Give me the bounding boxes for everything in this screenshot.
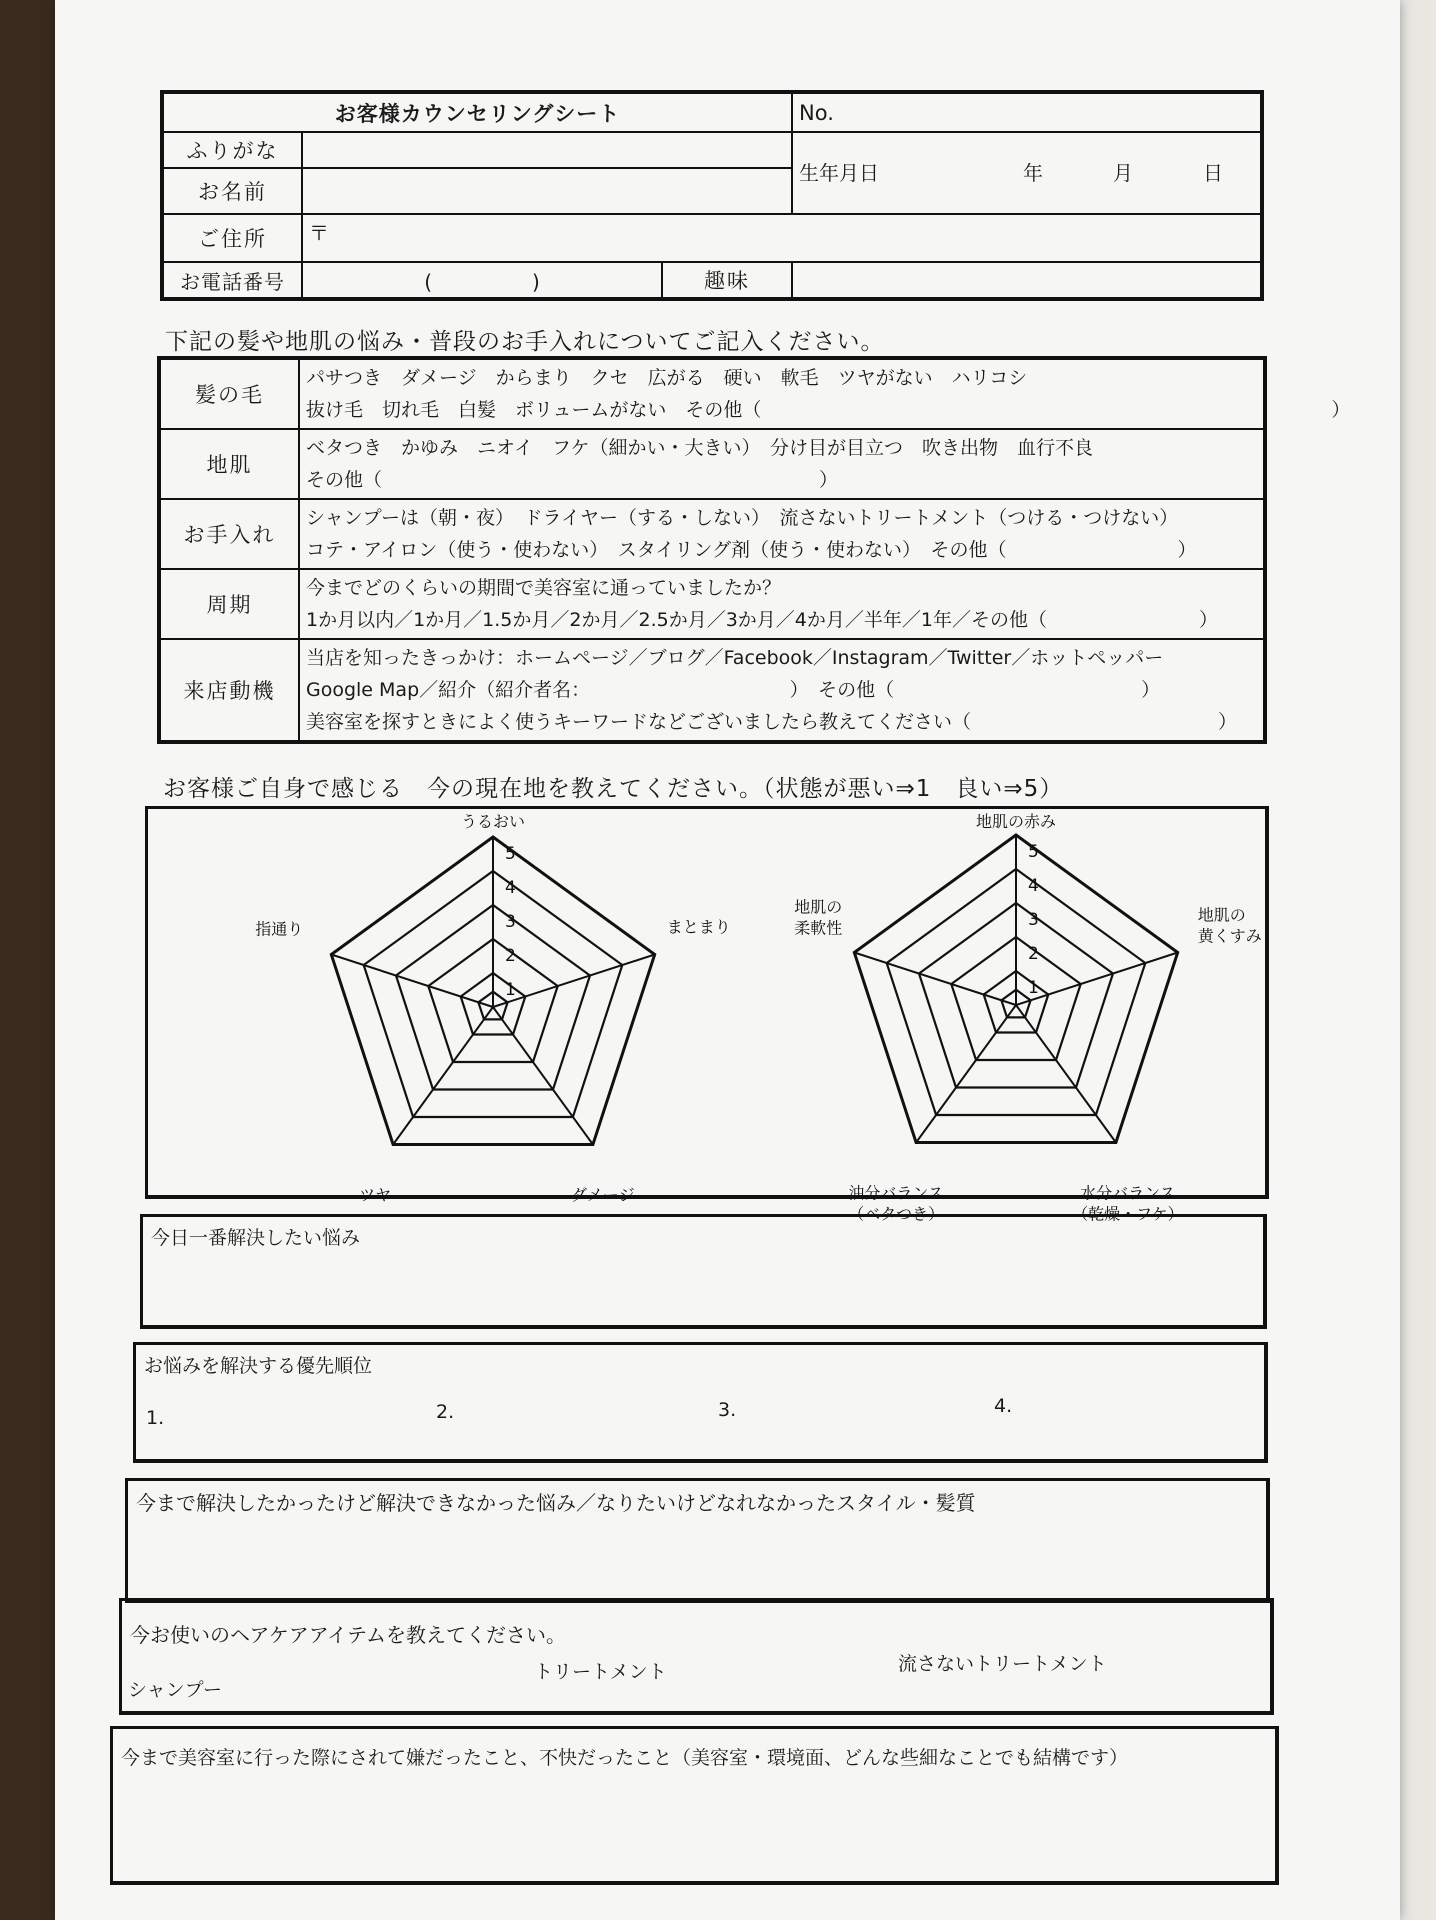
radar-box xyxy=(145,806,1269,1224)
scalp-radar-scale-label: 5 xyxy=(1028,842,1039,862)
radar-heading: お客様ご自身で感じる 今の現在地を教えてください。（状態が悪い⇒1 良い⇒5） xyxy=(163,776,1064,802)
priority-box[interactable] xyxy=(133,1342,1268,1463)
shampoo-label: シャンプー xyxy=(128,1679,223,1701)
scalp-radar-scale-label: 2 xyxy=(1028,944,1039,964)
concern-label-scalp: 地肌 xyxy=(159,429,299,499)
concern-label-care: お手入れ xyxy=(159,499,299,569)
concern-line: コテ・アイロン（使う・使わない） スタイリング剤（使う・使わない） その他（ ） xyxy=(306,539,1197,561)
scalp-radar-axis-label: （乾燥・フケ） xyxy=(1072,1204,1184,1224)
priority-item-3: 3. xyxy=(718,1399,737,1421)
hobby-field[interactable] xyxy=(792,262,1262,299)
concern-line: 1か月以内／1か月／1.5か月／2か月／2.5か月／3か月／4か月／半年／1年／その他（ ） xyxy=(306,609,1218,631)
no-label: No. xyxy=(799,100,834,125)
scalp-radar-axis-label: 地肌の赤み xyxy=(975,812,1057,831)
haircare-items-box[interactable] xyxy=(119,1598,1274,1715)
today-concern-title: 今日一番解決したい悩み xyxy=(151,1227,361,1249)
radar-charts[interactable] xyxy=(148,809,1265,1224)
concern-options-cycle[interactable] xyxy=(299,569,1265,639)
scalp-radar-axis-label: （ベタつき） xyxy=(848,1204,945,1224)
hair-radar-scale-label: 1 xyxy=(505,980,516,1000)
counseling-sheet xyxy=(55,0,1400,1920)
phone-field[interactable] xyxy=(302,262,662,299)
scalp-radar-axis-label: 黄くすみ xyxy=(1197,926,1262,946)
address-label: ご住所 xyxy=(162,214,302,262)
unpleasant-title: 今まで美容室に行った際にされて嫌だったこと、不快だったこと（美容室・環境面、どんな些細なことでも結構です） xyxy=(121,1747,1129,1769)
concern-options-motive[interactable] xyxy=(299,639,1265,742)
priority-item-1: 1. xyxy=(146,1407,165,1429)
customer-info-table xyxy=(160,90,1260,301)
hair-radar-axis-label: まとまり xyxy=(666,917,731,937)
scalp-radar-spoke xyxy=(1016,1005,1116,1143)
concern-line: 美容室を探すときによく使うキーワードなどございましたら教えてください（ ） xyxy=(306,711,1238,733)
concern-line: 今までどのくらいの期間で美容室に通っていましたか？ xyxy=(306,577,782,599)
unsolved-title: 今まで解決したかったけど解決できなかった悩み／なりたいけどなれなかったスタイル・髪質 xyxy=(136,1491,976,1515)
concern-line: パサつき ダメージ からまり クセ 広がる 硬い 軟毛 ツヤがない ハリコシ xyxy=(306,367,1028,389)
scalp-radar-axis-label: 柔軟性 xyxy=(794,918,843,938)
concern-line: その他（ ） xyxy=(306,469,839,491)
no-field[interactable] xyxy=(792,92,1262,132)
scalp-radar-spoke xyxy=(1016,953,1178,1006)
hair-radar-axis-label: うるおい xyxy=(460,812,526,831)
birthdate-label: 生年月日 xyxy=(799,161,880,185)
concerns-table xyxy=(157,356,1351,744)
concern-line: シャンプーは（朝・夜） ドライヤー（する・しない） 流さないトリートメント（つける・つけない） xyxy=(306,507,1179,529)
hair-radar-axis-label: ツヤ xyxy=(359,1185,392,1205)
scalp-radar-spoke xyxy=(916,1005,1016,1143)
concern-options-hair[interactable] xyxy=(299,358,1351,429)
priority-title: お悩みを解決する優先順位 xyxy=(144,1355,373,1377)
concern-label-cycle: 周期 xyxy=(159,569,299,639)
scalp-radar-axis-label: 地肌の xyxy=(1197,905,1246,925)
scalp-radar-spoke xyxy=(854,953,1016,1006)
concern-label-hair: 髪の毛 xyxy=(159,358,299,429)
birthdate-field[interactable] xyxy=(792,132,1262,214)
hair-radar-axis-label: ダメージ xyxy=(571,1185,635,1205)
today-concern-box[interactable] xyxy=(140,1214,1267,1329)
scalp-radar-scale-label: 3 xyxy=(1028,910,1039,930)
concern-line: Google Map／紹介（紹介者名： ） その他（ ） xyxy=(306,679,1161,701)
hair-radar-spoke xyxy=(493,1007,593,1145)
hair-radar-scale-label: 3 xyxy=(505,912,516,932)
concern-line: 当店を知ったきっかけ：ホームページ／ブログ／Facebook／Instagram／Twitter／ホットペッパー xyxy=(306,647,1164,669)
birth-month-label: 月 xyxy=(1113,161,1134,185)
postal-mark: 〒 xyxy=(309,221,329,245)
concern-label-motive: 来店動機 xyxy=(159,639,299,742)
haircare-items-title: 今お使いのヘアケアアイテムを教えてください。 xyxy=(130,1623,566,1647)
birth-day-label: 日 xyxy=(1203,161,1224,185)
unsolved-box[interactable] xyxy=(125,1478,1270,1603)
concern-line: 抜け毛 切れ毛 白髪 ボリュームがない その他（ ） xyxy=(306,399,1351,421)
phone-label: お電話番号 xyxy=(162,262,302,299)
scalp-radar-axis-label: 油分バランス xyxy=(848,1183,944,1203)
priority-item-4: 4. xyxy=(994,1395,1013,1417)
furigana-label: ふりがな xyxy=(162,132,302,168)
scalp-radar-axis-label: 地肌の xyxy=(794,897,843,917)
name-field[interactable] xyxy=(302,168,792,214)
unpleasant-box[interactable] xyxy=(110,1726,1279,1885)
hair-radar-axis-label: 指通り xyxy=(255,919,304,939)
concern-options-care[interactable] xyxy=(299,499,1265,569)
concern-line: ベタつき かゆみ ニオイ フケ（細かい・大きい） 分け目が目立つ 吹き出物 血行不良 xyxy=(306,437,1093,459)
hair-radar-spoke xyxy=(393,1007,493,1145)
leave-in-treatment-label: 流さないトリートメント xyxy=(898,1653,1107,1675)
furigana-field[interactable] xyxy=(302,132,792,168)
name-label: お名前 xyxy=(162,168,302,214)
hair-radar-spoke xyxy=(331,955,493,1008)
hair-radar-scale-label: 4 xyxy=(505,878,516,898)
hair-radar-spoke xyxy=(493,955,655,1008)
hobby-label: 趣味 xyxy=(662,262,792,299)
scalp-radar-scale-label: 1 xyxy=(1028,978,1039,998)
hair-radar-scale-label: 5 xyxy=(505,844,516,864)
scalp-radar-scale-label: 4 xyxy=(1028,876,1039,896)
address-field[interactable] xyxy=(302,214,1262,262)
concerns-heading: 下記の髪や地肌の悩み・普段のお手入れについてご記入ください。 xyxy=(165,329,885,355)
concern-options-scalp[interactable] xyxy=(299,429,1265,499)
treatment-label: トリートメント xyxy=(534,1661,667,1683)
form-title: お客様カウンセリングシート xyxy=(162,92,792,132)
phone-parens: ( ) xyxy=(424,269,540,294)
birth-year-label: 年 xyxy=(1023,161,1044,185)
priority-item-2: 2. xyxy=(436,1401,455,1423)
scalp-radar-axis-label: 水分バランス xyxy=(1080,1183,1176,1203)
hair-radar-scale-label: 2 xyxy=(505,946,516,966)
